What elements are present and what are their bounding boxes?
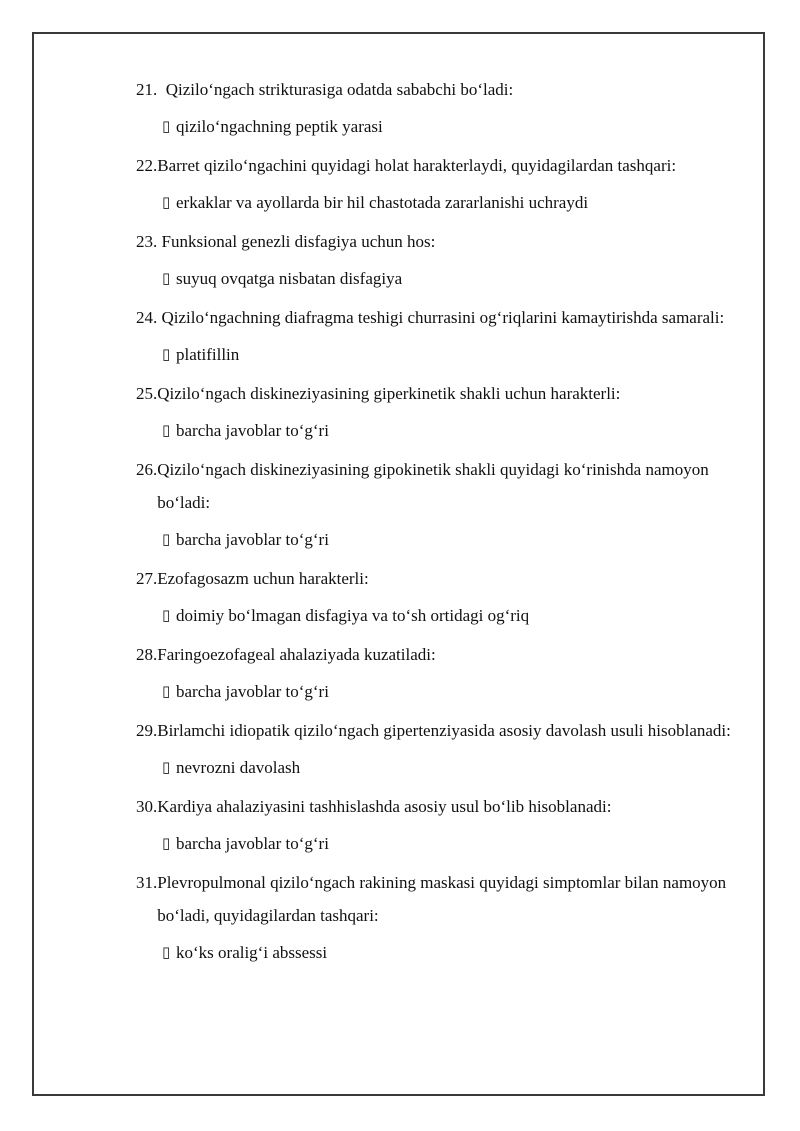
answer-text: barcha javoblar to‘g‘ri <box>176 530 329 549</box>
missing-glyph-box-icon: ▯ <box>162 943 171 961</box>
question-number: 24. <box>136 308 162 327</box>
answer-text: barcha javoblar to‘g‘ri <box>176 421 329 440</box>
missing-glyph-box-icon: ▯ <box>162 682 171 700</box>
question-item <box>136 790 746 860</box>
question-item <box>136 714 746 784</box>
question-number: 28. <box>136 645 158 664</box>
question-item <box>136 301 746 371</box>
missing-glyph-box-icon: ▯ <box>162 345 171 363</box>
answer-text: doimiy bo‘lmagan disfagiya va to‘sh ortidagi og‘riq <box>176 606 530 625</box>
missing-glyph-box-icon: ▯ <box>162 606 171 624</box>
question-text: Qizilo‘ngach diskineziyasining gipokinetik shakli quyidagi ko‘rinishda namoyon bo‘ladi: <box>157 460 709 512</box>
missing-glyph-box-icon: ▯ <box>162 421 171 439</box>
answer-text: barcha javoblar to‘g‘ri <box>176 682 329 701</box>
question-text: Qizilo‘ngach diskineziyasining giperkinetik shakli uchun harakterli: <box>157 384 621 403</box>
question-text: Plevropulmonal qizilo‘ngach rakining maskasi quyidagi simptomlar bilan namoyon bo‘ladi, quyidagilardan tashqari: <box>157 873 727 925</box>
missing-glyph-box-icon: ▯ <box>162 530 171 548</box>
question-text: Faringoezofageal ahalaziyada kuzatiladi: <box>157 645 436 664</box>
question-item <box>136 225 746 295</box>
answer-text: barcha javoblar to‘g‘ri <box>176 834 329 853</box>
answer-text: nevrozni davolash <box>176 758 301 777</box>
question-number: 25. <box>136 384 158 403</box>
question-text: Birlamchi idiopatik qizilo‘ngach gipertenziyasida asosiy davolash usuli hisoblanadi: <box>157 721 731 740</box>
question-text: Qizilo‘ngachning diafragma teshigi churrasini og‘riqlarini kamaytirishda samarali: <box>161 308 725 327</box>
question-list <box>136 73 746 975</box>
question-item <box>136 377 746 447</box>
missing-glyph-box-icon: ▯ <box>162 193 171 211</box>
question-number: 21. <box>136 80 166 99</box>
question-number: 26. <box>136 460 158 479</box>
answer-text: erkaklar va ayollarda bir hil chastotada zararlanishi uchraydi <box>176 193 589 212</box>
missing-glyph-box-icon: ▯ <box>162 117 171 135</box>
question-number: 22. <box>136 156 158 175</box>
question-text: Kardiya ahalaziyasini tashhislashda asosiy usul bo‘lib hisoblanadi: <box>157 797 612 816</box>
answer-text: qizilo‘ngachning peptik yarasi <box>176 117 383 136</box>
question-text: Barret qizilo‘ngachini quyidagi holat harakterlaydi, quyidagilardan tashqari: <box>157 156 677 175</box>
question-number: 31. <box>136 873 158 892</box>
question-item <box>136 866 746 969</box>
missing-glyph-box-icon: ▯ <box>162 834 171 852</box>
question-text: Qizilo‘ngach strikturasiga odatda sababchi bo‘ladi: <box>165 80 514 99</box>
question-item <box>136 562 746 632</box>
answer-text: platifillin <box>176 345 240 364</box>
question-number: 27. <box>136 569 158 588</box>
question-number: 30. <box>136 797 158 816</box>
question-item <box>136 73 746 143</box>
question-item <box>136 638 746 708</box>
question-item <box>136 453 746 556</box>
question-item <box>136 149 746 219</box>
answer-text: suyuq ovqatga nisbatan disfagiya <box>176 269 403 288</box>
missing-glyph-box-icon: ▯ <box>162 269 171 287</box>
missing-glyph-box-icon: ▯ <box>162 758 171 776</box>
answer-text: ko‘ks oralig‘i abssessi <box>176 943 328 962</box>
question-number: 29. <box>136 721 158 740</box>
question-text: Funksional genezli disfagiya uchun hos: <box>161 232 436 251</box>
question-number: 23. <box>136 232 162 251</box>
question-text: Ezofagosazm uchun harakterli: <box>157 569 369 588</box>
